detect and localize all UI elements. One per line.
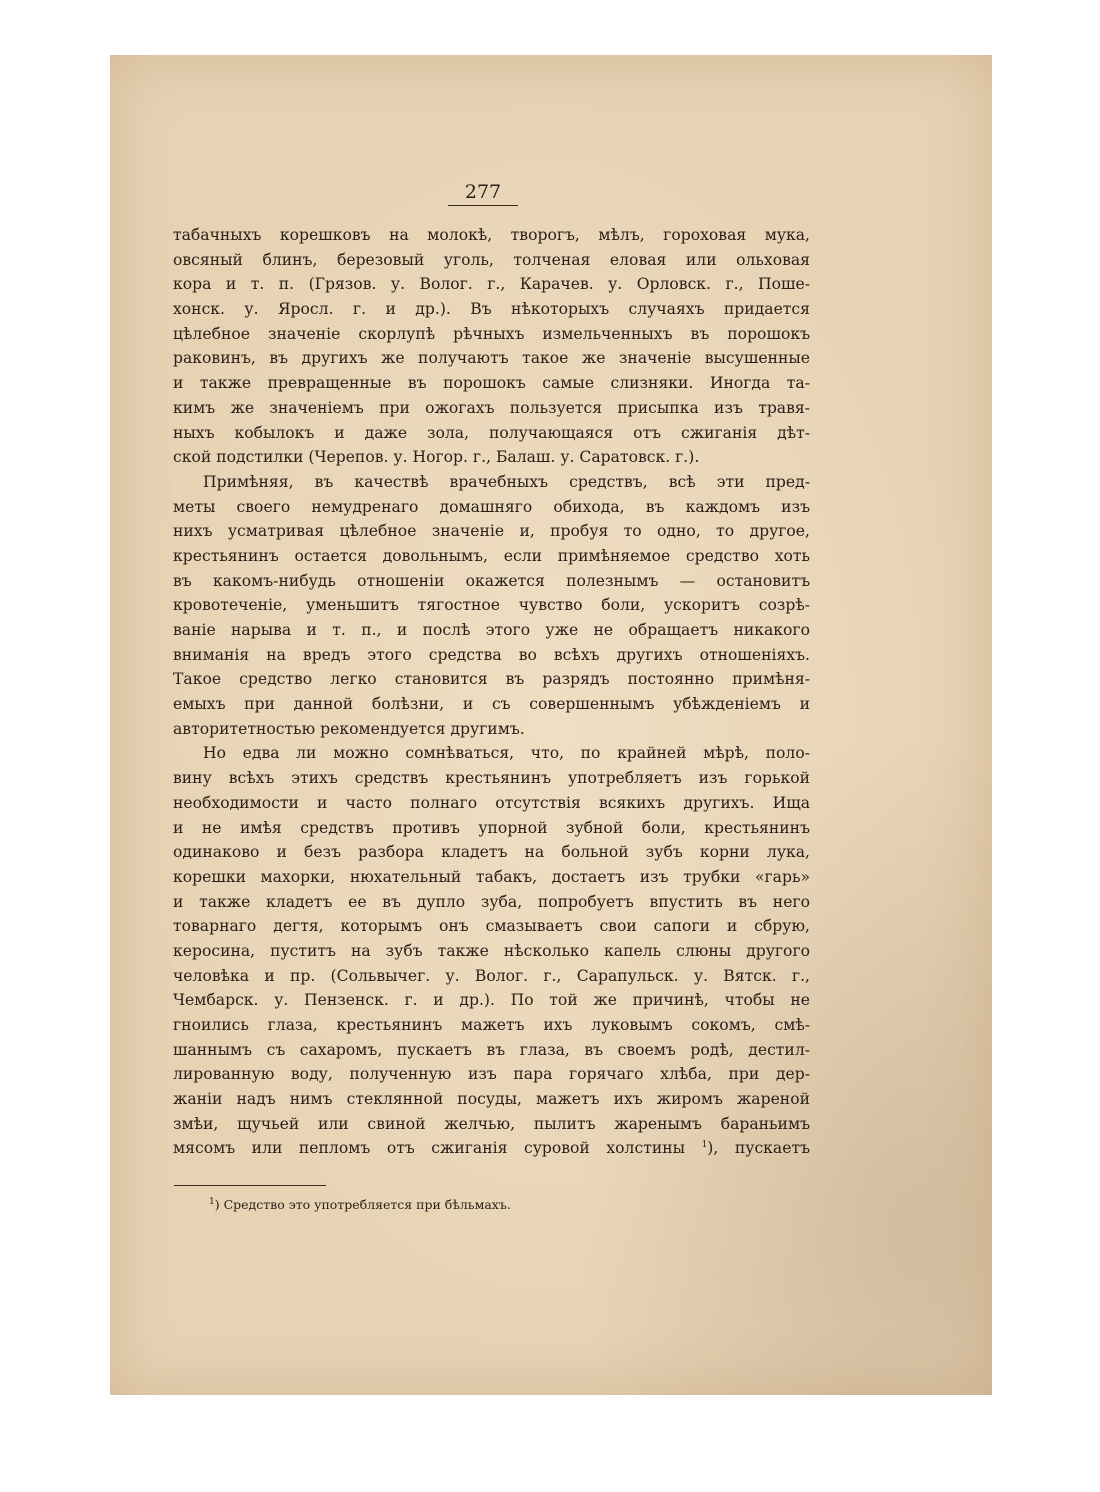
text-line: крестьянинъ остается довольнымъ, если примѣняемое средство хоть: [173, 546, 810, 565]
text-line: и не имѣя средствъ противъ упорной зубной боли, крестьянинъ: [173, 818, 810, 837]
text-line: вниманія на вредъ этого средства во всѣхъ другихъ отношеніяхъ.: [173, 645, 810, 664]
text-line: змѣи, щучьей или свиной желчью, пылитъ жаренымъ бараньимъ: [173, 1114, 810, 1133]
text-line: керосина, пуститъ на зубъ также нѣсколько капель слюны другого: [173, 941, 810, 960]
text-line: вину всѣхъ этихъ средствъ крестьянинъ употребляетъ изъ горькой: [173, 769, 810, 788]
text-line: ской подстилки (Черепов. у. Ногор. г., Балаш. у. Саратовск. г.).: [173, 448, 700, 467]
text-line: шаннымъ съ сахаромъ, пускаетъ въ глаза, въ своемъ родѣ, дестил-: [173, 1040, 810, 1059]
text-line: цѣлебное значеніе скорлупѣ рѣчныхъ измельченныхъ въ порошокъ: [173, 324, 810, 343]
text-line: Примѣняя, въ качествѣ врачебныхъ средствъ, всѣ эти пред-: [203, 472, 810, 491]
text-line: хонск. у. Яросл. г. и др.). Въ нѣкоторыхъ случаяхъ придается: [173, 300, 810, 319]
text-line: гноились глаза, крестьянинъ мажетъ ихъ луковымъ сокомъ, смѣ-: [173, 1016, 810, 1034]
text-line: овсяный блинъ, березовый уголь, толченая еловая или ольховая: [173, 250, 810, 269]
text-line: табачныхъ корешковъ на молокѣ, творогъ, мѣлъ, гороховая мука,: [173, 226, 810, 244]
text-fragment: ), пускаетъ: [707, 1139, 810, 1158]
text-line: Чембарск. у. Пензенск. г. и др.). По той же причинѣ, чтобы не: [173, 991, 810, 1010]
body-text: [173, 223, 810, 1161]
text-line: жаніи надъ нимъ стеклянной посуды, мажетъ ихъ жиромъ жареной: [173, 1090, 810, 1109]
page-number: 277: [464, 181, 502, 203]
text-line: кровотеченіе, уменьшитъ тягостное чувство боли, ускоритъ созрѣ-: [173, 596, 810, 615]
text-line: и также кладетъ ее въ дупло зуба, попробуетъ впустить въ него: [173, 892, 810, 911]
text-line: емыхъ при данной болѣзни, и съ совершеннымъ убѣжденіемъ и: [173, 695, 810, 714]
text-line: авторитетностью рекомендуется другимъ.: [173, 719, 525, 738]
text-line: необходимости и часто полнаго отсутствія всякихъ другихъ. Ища: [173, 793, 810, 812]
footnote-rule: [174, 1185, 326, 1186]
text-line: и также превращенные въ порошокъ самые слизняки. Иногда та-: [173, 374, 810, 393]
text-line: кимъ же значеніемъ при ожогахъ пользуется присыпка изъ травя-: [173, 398, 810, 417]
footnote-reference: 1: [701, 1140, 708, 1151]
text-line: меты своего немудренаго домашняго обихода, въ каждомъ изъ: [173, 497, 810, 516]
text-line: кора и т. п. (Грязов. у. Волог. г., Карачев. у. Орловск. г., Поше-: [173, 275, 810, 294]
text-line: въ какомъ-нибудь отношеніи окажется полезнымъ — остановитъ: [173, 571, 810, 590]
footnote-marker: 1: [209, 1196, 215, 1207]
text-line: ныхъ кобылокъ и даже зола, получающаяся отъ сжиганія дѣт-: [173, 423, 810, 442]
text-line: лированную воду, полученную изъ пара горячаго хлѣба, при дер-: [173, 1065, 810, 1084]
text-line: корешки махорки, нюхательный табакъ, достаетъ изъ трубки «гарь»: [173, 867, 810, 886]
text-line: Такое средство легко становится въ разрядъ постоянно примѣня-: [173, 670, 810, 689]
text-line: раковинъ, въ другихъ же получаютъ такое же значеніе высушенные: [173, 349, 810, 368]
text-line: ваніе нарыва и т. п., и послѣ этого уже не обращаетъ никакого: [173, 621, 810, 639]
text-line: одинаково и безъ разбора кладетъ на больной зубъ корни лука,: [173, 843, 810, 862]
text-line: Но едва ли можно сомнѣваться, что, по крайней мѣрѣ, поло-: [203, 744, 810, 763]
page-number-rule: [448, 205, 518, 206]
footnote-text: ) Средство это употребляется при бѣльмахъ.: [214, 1197, 511, 1212]
text-line: товарнаго дегтя, которымъ онъ смазываетъ свои сапоги и сбрую,: [173, 917, 810, 936]
text-line: человѣка и пр. (Сольвычег. у. Волог. г., Сарапульск. у. Вятск. г.,: [173, 966, 810, 985]
text-fragment: мясомъ или пепломъ отъ сжиганія суровой холстины: [173, 1139, 702, 1158]
text-line-last: [173, 1136, 810, 1161]
text-line: нихъ усматривая цѣлебное значеніе и, пробуя то одно, то другое,: [173, 522, 810, 541]
footnote: [209, 1196, 769, 1214]
